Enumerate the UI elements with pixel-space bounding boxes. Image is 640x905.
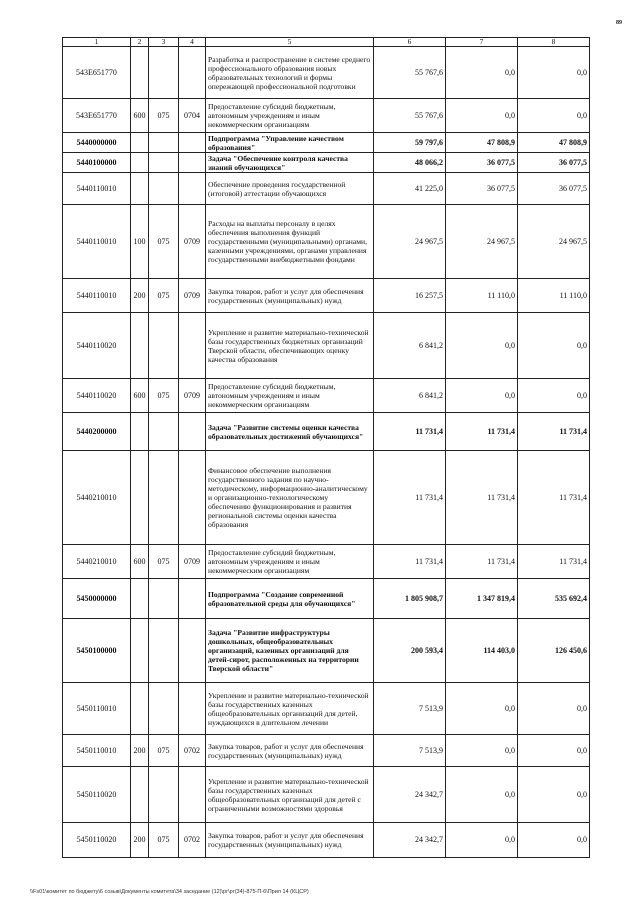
cell-amount-3: 47 808,9	[518, 133, 590, 153]
cell-department: 075	[149, 99, 179, 133]
cell-amount-1: 16 257,5	[374, 279, 446, 313]
cell-name: Задача "Обеспечение контроля качества знаний обучающихся"	[206, 153, 374, 173]
cell-expense-type: 600	[131, 379, 149, 413]
cell-section: 0704	[179, 99, 206, 133]
cell-name: Задача "Развитие системы оценки качества образовательных достижений обучающихся"	[206, 413, 374, 451]
cell-section	[179, 173, 206, 205]
cell-amount-3: 0,0	[518, 313, 590, 379]
file-path-footer: \\Fs01\комитет по бюджету\6 созыв\Документы комитета\34 заседание (12)\рг\рг(34)-875-П-6\Прил 14 (КЦСР)	[30, 889, 309, 895]
column-header: 3	[149, 38, 179, 47]
cell-code: 5440210010	[63, 545, 131, 579]
cell-department: 075	[149, 735, 179, 767]
table-row	[63, 379, 590, 413]
cell-section: 0702	[179, 823, 206, 858]
cell-section	[179, 579, 206, 619]
cell-amount-3: 11 731,4	[518, 451, 590, 545]
table-row	[63, 683, 590, 735]
cell-name: Подпрограмма "Создание современной образовательной среды для обучающихся"	[206, 579, 374, 619]
cell-department: 075	[149, 823, 179, 858]
column-header: 1	[63, 38, 131, 47]
cell-amount-2: 11 731,4	[446, 413, 518, 451]
table-row	[63, 279, 590, 313]
cell-amount-2: 0,0	[446, 47, 518, 99]
cell-section	[179, 133, 206, 153]
cell-amount-3: 11 731,4	[518, 545, 590, 579]
cell-section: 0709	[179, 279, 206, 313]
cell-name: Задача "Развитие инфраструктуры дошкольных, общеобразовательных организаций, казенных организаций для детей-сирот, расположенных на территории Тверской области"	[206, 619, 374, 683]
page-number: 89	[616, 20, 622, 26]
cell-section: 0709	[179, 379, 206, 413]
cell-expense-type	[131, 579, 149, 619]
cell-amount-1: 6 841,2	[374, 379, 446, 413]
cell-expense-type	[131, 133, 149, 153]
cell-amount-1: 24 342,7	[374, 823, 446, 858]
cell-expense-type	[131, 313, 149, 379]
cell-expense-type	[131, 767, 149, 823]
cell-amount-1: 41 225,0	[374, 173, 446, 205]
table-row	[63, 133, 590, 153]
cell-section	[179, 619, 206, 683]
cell-name: Предоставление субсидий бюджетным, автономным учреждениям и иным некоммерческим организациям	[206, 379, 374, 413]
cell-department	[149, 683, 179, 735]
cell-code: 5450100000	[63, 619, 131, 683]
cell-expense-type: 200	[131, 279, 149, 313]
cell-name: Обеспечение проведения государственной (итоговой) аттестации обучающихся	[206, 173, 374, 205]
cell-amount-3: 126 450,6	[518, 619, 590, 683]
cell-department: 075	[149, 205, 179, 279]
column-header: 4	[179, 38, 206, 47]
cell-amount-1: 6 841,2	[374, 313, 446, 379]
cell-amount-1: 11 731,4	[374, 545, 446, 579]
cell-name: Закупка товаров, работ и услуг для обеспечения государственных (муниципальных) нужд	[206, 823, 374, 858]
column-header: 6	[374, 38, 446, 47]
cell-expense-type	[131, 619, 149, 683]
cell-department	[149, 47, 179, 99]
cell-section	[179, 767, 206, 823]
cell-department	[149, 767, 179, 823]
cell-code: 5450110020	[63, 767, 131, 823]
cell-amount-2: 1 347 819,4	[446, 579, 518, 619]
cell-section	[179, 313, 206, 379]
table-row	[63, 173, 590, 205]
cell-section	[179, 153, 206, 173]
cell-amount-2: 0,0	[446, 313, 518, 379]
table-row	[63, 205, 590, 279]
table-row	[63, 47, 590, 99]
cell-amount-3: 0,0	[518, 379, 590, 413]
table-row	[63, 99, 590, 133]
cell-expense-type	[131, 451, 149, 545]
cell-name: Укрепление и развитие материально-технической базы государственных казенных общеобразовательных организаций для детей с ограниченными возможностями здоровья	[206, 767, 374, 823]
cell-code: 5450000000	[63, 579, 131, 619]
cell-expense-type	[131, 173, 149, 205]
cell-code: 5440200000	[63, 413, 131, 451]
cell-amount-2: 47 808,9	[446, 133, 518, 153]
cell-amount-3: 0,0	[518, 99, 590, 133]
table-row	[63, 451, 590, 545]
cell-code: 5440110010	[63, 205, 131, 279]
cell-code: 5440110010	[63, 173, 131, 205]
cell-amount-1: 7 513,9	[374, 735, 446, 767]
cell-department	[149, 313, 179, 379]
table-row	[63, 153, 590, 173]
cell-amount-1: 24 342,7	[374, 767, 446, 823]
cell-department: 075	[149, 545, 179, 579]
table-row	[63, 413, 590, 451]
cell-amount-1: 7 513,9	[374, 683, 446, 735]
cell-name: Укрепление и развитие материально-технической базы государственных казенных общеобразовательных организаций для детей, нуждающихся в длительном лечении	[206, 683, 374, 735]
cell-name: Финансовое обеспечение выполнения государственного задания по научно-методическому, информационно-аналитическому и организационно-технологическому обеспечению функционирования и развития региональной системы оценки качества образования	[206, 451, 374, 545]
cell-amount-1: 59 797,6	[374, 133, 446, 153]
cell-amount-2: 0,0	[446, 379, 518, 413]
cell-name: Предоставление субсидий бюджетным, автономным учреждениям и иным некоммерческим организациям	[206, 545, 374, 579]
cell-code: 5440110020	[63, 313, 131, 379]
cell-expense-type: 100	[131, 205, 149, 279]
cell-amount-3: 36 077,5	[518, 153, 590, 173]
column-header: 2	[131, 38, 149, 47]
cell-name: Закупка товаров, работ и услуг для обеспечения государственных (муниципальных) нужд	[206, 279, 374, 313]
cell-name: Разработка и распространение в системе среднего профессионального образования новых образовательных технологий и формы опережающей профессиональной подготовки	[206, 47, 374, 99]
cell-section: 0702	[179, 735, 206, 767]
cell-department	[149, 133, 179, 153]
cell-amount-3: 0,0	[518, 735, 590, 767]
cell-section: 0709	[179, 205, 206, 279]
cell-amount-2: 0,0	[446, 735, 518, 767]
cell-amount-1: 24 967,5	[374, 205, 446, 279]
cell-department	[149, 153, 179, 173]
cell-amount-2: 114 403,0	[446, 619, 518, 683]
cell-code: 5440000000	[63, 133, 131, 153]
cell-expense-type: 200	[131, 823, 149, 858]
cell-section	[179, 683, 206, 735]
cell-department	[149, 451, 179, 545]
table-row	[63, 767, 590, 823]
cell-expense-type	[131, 153, 149, 173]
cell-amount-3: 24 967,5	[518, 205, 590, 279]
cell-department: 075	[149, 379, 179, 413]
budget-table	[62, 37, 590, 858]
cell-name: Укрепление и развитие материально-технической базы государственных бюджетных организаций Тверской области, обеспечивающих оценку качества образования	[206, 313, 374, 379]
cell-amount-1: 11 731,4	[374, 413, 446, 451]
cell-name: Предоставление субсидий бюджетным, автономным учреждениям и иным некоммерческим организациям	[206, 99, 374, 133]
cell-code: 5440100000	[63, 153, 131, 173]
cell-department: 075	[149, 279, 179, 313]
cell-amount-3: 11 731,4	[518, 413, 590, 451]
cell-amount-3: 535 692,4	[518, 579, 590, 619]
cell-section: 0709	[179, 545, 206, 579]
cell-amount-2: 0,0	[446, 99, 518, 133]
cell-section	[179, 413, 206, 451]
cell-amount-2: 0,0	[446, 823, 518, 858]
table-row	[63, 545, 590, 579]
column-header: 7	[446, 38, 518, 47]
cell-amount-1: 55 767,6	[374, 47, 446, 99]
cell-amount-1: 11 731,4	[374, 451, 446, 545]
cell-section	[179, 451, 206, 545]
cell-code: 543E651770	[63, 47, 131, 99]
cell-amount-1: 55 767,6	[374, 99, 446, 133]
cell-department	[149, 619, 179, 683]
cell-amount-3: 11 110,0	[518, 279, 590, 313]
cell-amount-3: 0,0	[518, 47, 590, 99]
cell-code: 5450110010	[63, 735, 131, 767]
table-row	[63, 823, 590, 858]
table-row	[63, 579, 590, 619]
cell-department	[149, 173, 179, 205]
cell-amount-2: 11 731,4	[446, 451, 518, 545]
cell-amount-1: 200 593,4	[374, 619, 446, 683]
cell-expense-type: 600	[131, 99, 149, 133]
header-row	[63, 38, 590, 47]
cell-amount-2: 0,0	[446, 683, 518, 735]
table-row	[63, 619, 590, 683]
cell-code: 5440210010	[63, 451, 131, 545]
cell-amount-2: 36 077,5	[446, 153, 518, 173]
cell-expense-type: 200	[131, 735, 149, 767]
cell-amount-3: 0,0	[518, 767, 590, 823]
cell-amount-2: 0,0	[446, 767, 518, 823]
cell-expense-type	[131, 683, 149, 735]
cell-amount-2: 11 110,0	[446, 279, 518, 313]
cell-amount-2: 24 967,5	[446, 205, 518, 279]
column-header: 8	[518, 38, 590, 47]
cell-amount-2: 36 077,5	[446, 173, 518, 205]
cell-name: Подпрограмма "Управление качеством образования"	[206, 133, 374, 153]
table-row	[63, 735, 590, 767]
cell-amount-1: 48 066,2	[374, 153, 446, 173]
column-header: 5	[206, 38, 374, 47]
cell-code: 5440110020	[63, 379, 131, 413]
cell-department	[149, 413, 179, 451]
cell-amount-1: 1 805 908,7	[374, 579, 446, 619]
cell-expense-type: 600	[131, 545, 149, 579]
cell-code: 5450110010	[63, 683, 131, 735]
cell-expense-type	[131, 413, 149, 451]
cell-expense-type	[131, 47, 149, 99]
cell-code: 5440110010	[63, 279, 131, 313]
cell-amount-2: 11 731,4	[446, 545, 518, 579]
cell-department	[149, 579, 179, 619]
cell-section	[179, 47, 206, 99]
cell-amount-3: 0,0	[518, 823, 590, 858]
cell-code: 543E651770	[63, 99, 131, 133]
cell-amount-3: 36 077,5	[518, 173, 590, 205]
cell-name: Расходы на выплаты персоналу в целях обеспечения выполнения функций государственными (муниципальными) органами, казенными учреждениями, органами управления государственными внебюджетными фондами	[206, 205, 374, 279]
cell-name: Закупка товаров, работ и услуг для обеспечения государственных (муниципальных) нужд	[206, 735, 374, 767]
cell-amount-3: 0,0	[518, 683, 590, 735]
cell-code: 5450110020	[63, 823, 131, 858]
table-row	[63, 313, 590, 379]
